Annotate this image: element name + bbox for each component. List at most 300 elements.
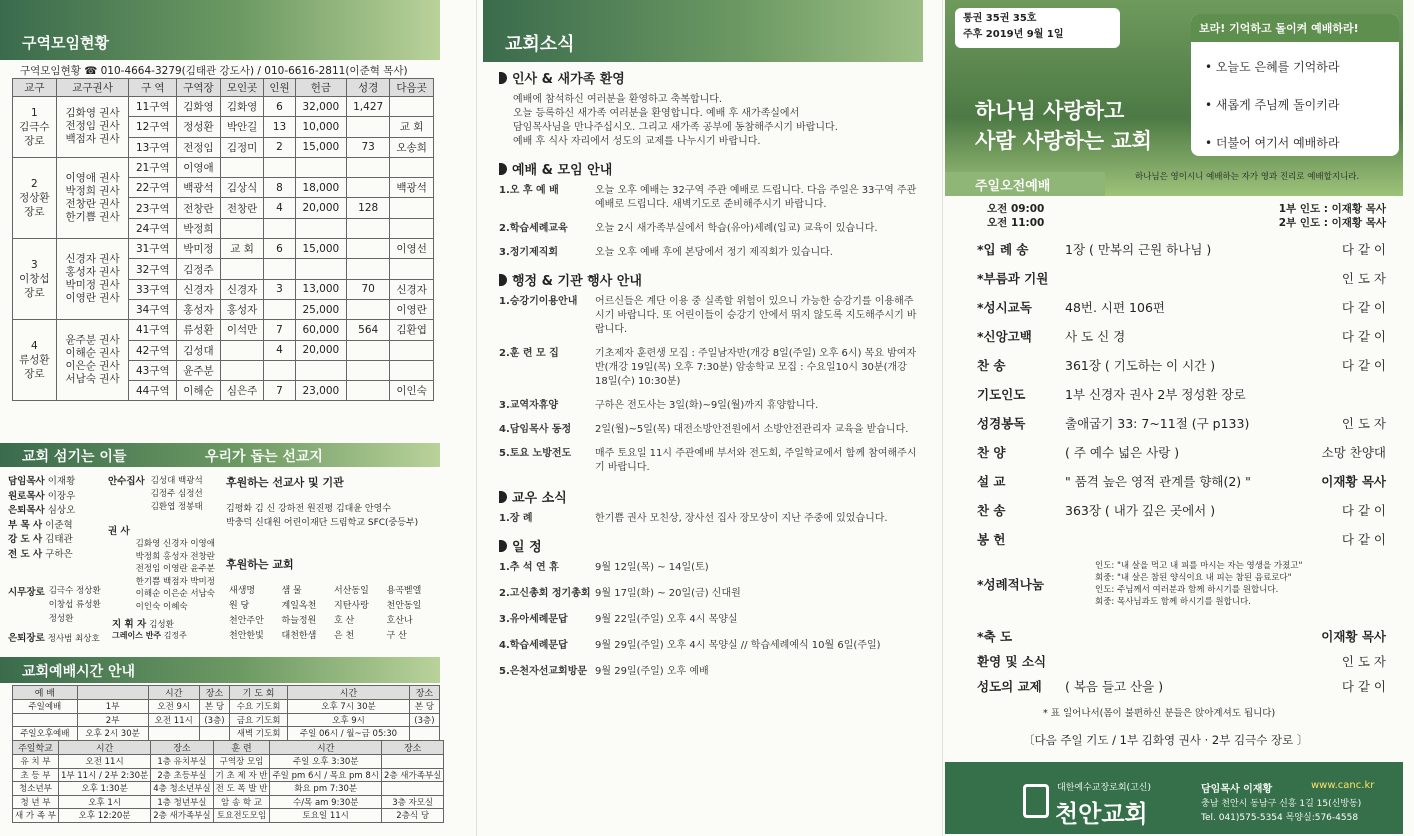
order-leader: 다 같 이 (1341, 242, 1386, 257)
table-cell (264, 218, 295, 238)
slogan: 하나님 사랑하고 사람 사랑하는 교회 (975, 99, 1152, 153)
order-content: 363장 ( 내가 깊은 곳에서 ) (1065, 503, 1216, 518)
table-cell (13, 713, 78, 727)
order-row (977, 356, 1386, 374)
table-cell (347, 239, 390, 259)
church-name: 계일옥천 (281, 601, 317, 611)
church-name: 구 산 (386, 631, 407, 641)
table-cell (148, 727, 199, 741)
news-item-key: 3.유아세례문답 (499, 614, 568, 625)
table-cell (220, 157, 264, 177)
service-leaders: 1부 인도 : 이재황 목사 2부 인도 : 이재황 목사 (1278, 203, 1386, 229)
table-cell: 13구역 (129, 137, 177, 157)
worship-table (12, 685, 440, 741)
table-cell: 20,000 (295, 198, 346, 218)
order-row (977, 385, 1386, 403)
table-header-cell: 시간 (270, 741, 382, 755)
table-header-cell: 시간 (58, 741, 150, 755)
news-item-value: 구하은 전도사는 3일(화)~9일(월)까지 휴양합니다. (595, 400, 819, 411)
table-cell: 20,000 (295, 340, 346, 360)
welcome-line: 예배에 참석하신 여러분을 환영하고 축복합니다. (513, 94, 723, 105)
table-header-cell: 장소 (409, 686, 439, 700)
gwonsa-names: 한기쁨 백점자 박미정 (135, 576, 215, 587)
district-line: 4 (30, 340, 38, 353)
news-item (499, 184, 919, 212)
order-row (977, 627, 1386, 645)
retired-elders: 은퇴장로 정사범 최상호 (8, 633, 100, 644)
gwonsa-cell (56, 239, 129, 320)
table-cell: 2층식 당 (381, 809, 443, 823)
news-item-value: 2일(월)~5일(목) 대전소방안전원에서 소방안전관리자 교육을 받습니다. (595, 424, 909, 435)
news-item-key: 3.정기제직회 (499, 247, 559, 258)
table-header-cell: 헌금 (295, 79, 346, 97)
table-row (13, 782, 444, 796)
table-row (13, 795, 444, 809)
table-cell: 오후 12:20분 (58, 809, 150, 823)
news-body (499, 68, 919, 691)
table-row (13, 809, 444, 823)
order-name: 기도인도 (977, 387, 1026, 402)
order-row (977, 652, 1386, 670)
news-item-value: 매주 토요일 11시 주관예배 부서와 전도회, 주일학교에서 함께 참여해주시기 바랍니다. (595, 448, 917, 473)
news-item (499, 613, 919, 627)
news-item (499, 423, 919, 437)
elder-names: 정성환 (48, 614, 74, 624)
table-header-cell: 성경 (347, 79, 390, 97)
section-worship: 예배 & 모임 안내 1.오 후 예 배 오늘 오후 예배는 32구역 주관 예배로 드립니다. 다음 주일은 33구역 주관 예배로 드립니다. 새벽기도로 준비해주시기 바랍니다. 2.학습세례교육 오늘 2시 새가족부실에서 학습(유아)세례(입교) 교육이 있습니다. 3.정기제직회 오늘 오후 예배 후에 본당에서 정기 제직회가 있습니다. (499, 159, 919, 260)
table-cell: 44구역 (129, 381, 177, 401)
sacrament-line: 인도: 주님께서 여러분과 함께 하시기를 원합니다. (1095, 585, 1279, 595)
table-cell: 1층 청년부실 (151, 795, 213, 809)
table-cell (220, 218, 264, 238)
staff-role: 원로목사 (8, 490, 45, 502)
table-cell: 유 치 부 (13, 755, 59, 769)
table-cell: 김화영 (177, 97, 221, 117)
gwonsa-name: 전창란 권사 (65, 197, 120, 210)
table-row (13, 727, 440, 741)
table-cell: 초 등 부 (13, 768, 59, 782)
table-cell: 이해순 (177, 381, 221, 401)
table-cell: 김환엽 (390, 320, 434, 340)
church-name: 천안동일 (386, 601, 422, 611)
staff-name: 이장우 (44, 490, 76, 502)
table-cell: 1부 (77, 700, 148, 714)
order-leader: 인 도 자 (1341, 416, 1386, 431)
table-cell: 윤주분 (177, 360, 221, 380)
order-leader: 다 같 이 (1341, 532, 1386, 547)
staff-name: 이준혁 (42, 519, 73, 531)
table-cell: 오후 2시 30분 (77, 727, 148, 741)
district-line: 장로 (24, 205, 45, 218)
table-cell: 13 (264, 117, 295, 137)
church-title: 후원하는 교회 (226, 558, 294, 571)
order-name: 환영 및 소식 (977, 654, 1047, 669)
order-row (977, 443, 1386, 461)
church-row (226, 612, 436, 627)
table-cell: 주일 06시 / 월~금 05:30 (288, 727, 410, 741)
table-cell: 오후 9시 (288, 713, 410, 727)
table-cell (347, 299, 390, 319)
table-cell: (3층) (409, 713, 439, 727)
order-row (977, 472, 1386, 490)
service-times: 오전 09:00 오전 11:00 (987, 203, 1045, 229)
table-header-cell: 다음곳 (390, 79, 434, 97)
motto-box: 보라! 기억하고 돌이켜 예배하라! • 오늘도 은혜를 기억하라 • 새롭게 주님께 돌이키라 • 더불어 여기서 예배하라 (1191, 14, 1399, 156)
table-cell: 수/목 am 9:30분 (270, 795, 382, 809)
church-name: 천안한빛 (229, 631, 264, 641)
gwonsa-name: 한기쁨 권사 (65, 210, 120, 223)
news-item-value: 오늘 오후 예배 후에 본당에서 정기 제직회가 있습니다. (595, 247, 833, 258)
order-row (977, 327, 1386, 345)
news-item (499, 665, 919, 679)
table-header-cell: 교구권사 (56, 79, 129, 97)
table-cell: 이영애 (177, 157, 221, 177)
staff-list (8, 475, 75, 562)
news-item (499, 399, 919, 413)
church-name: 호산나 (386, 616, 413, 626)
news-item-key: 4.학습세례문답 (499, 640, 568, 651)
news-item-value: 9월 17일(화) ~ 20일(금) 신대원 (595, 588, 741, 599)
table-row (13, 755, 444, 769)
gwonsa-names: 김화영 신경자 이영애 (135, 539, 215, 549)
footer: 대한예수교장로회(고신) 천안교회 담임목사 이재황 www.canc.kr 충남 천안시 동남구 신흥 1길 15(신방동) Tel. 041)575-5354 목양실:576-4558 (945, 762, 1403, 834)
school-table (12, 740, 444, 823)
church-name: 하늘정원 (281, 616, 317, 626)
table-row (13, 700, 440, 714)
table-row (13, 320, 434, 340)
news-item (499, 222, 919, 236)
table-cell: 24구역 (129, 218, 177, 238)
news-item-key: 1.추 석 연 휴 (499, 562, 559, 573)
mission-line: 박충덕 신대원 어린이재단 드림학교 SFC(중등부) (226, 518, 419, 528)
table-cell: 박미정 (177, 239, 221, 259)
table-header-cell: 훈 련 (213, 741, 270, 755)
district-line: 류성환 (19, 354, 50, 367)
table-cell: 32,000 (295, 97, 346, 117)
order-name: 성경봉독 (977, 416, 1026, 431)
order-leader: 이재황 목사 (1321, 629, 1386, 644)
table-header-cell: 구 역 (129, 79, 177, 97)
table-cell: 본 당 (409, 700, 439, 714)
table-cell (264, 299, 295, 319)
order-row (977, 530, 1386, 548)
gwonsa-name: 백점자 권사 (65, 133, 120, 146)
order-row (977, 501, 1386, 519)
gwonsa-cell (56, 320, 129, 401)
table-cell: 3 (264, 279, 295, 299)
table-cell: 김화영 (220, 97, 264, 117)
table-cell: 32구역 (129, 259, 177, 279)
news-item-key: 1.승강기이용안내 (499, 296, 578, 307)
table-cell: 73 (347, 137, 390, 157)
table-cell: 본 당 (199, 700, 229, 714)
table-header-cell: 예 배 (13, 686, 78, 700)
elder-names: 김극수 정상환 (48, 586, 101, 596)
sacrament-line: 인도: "내 살을 먹고 내 피를 마시는 자는 영생을 가졌고" (1095, 561, 1303, 571)
sacrament-line: 회중: "내 살은 참된 양식이요 내 피는 참된 음료로다" (1095, 573, 1292, 583)
table-cell: 2층 새가족부실 (381, 768, 443, 782)
table-cell: 전창란 (177, 198, 221, 218)
news-item-key: 4.담임목사 동정 (499, 424, 572, 435)
table-cell: 70 (347, 279, 390, 299)
news-item-key: 5.토요 노방전도 (499, 448, 572, 459)
table-cell: 백광석 (177, 178, 221, 198)
stand-note: * 표 일어나서(몸이 불편하신 분들은 앉아계셔도 됩니다) (1043, 708, 1276, 719)
district-cell (13, 157, 57, 238)
table-cell (390, 97, 434, 117)
news-item-value: 9월 29일(주일) 오후 예배 (595, 666, 709, 677)
church-name: 샘 물 (281, 586, 302, 596)
mission-line: 김평화 김 신 강하전 원진평 김대윤 안영수 (226, 504, 391, 514)
staff-item (8, 475, 75, 490)
table-cell: 4 (264, 340, 295, 360)
district-line: 1 (30, 106, 38, 119)
staff-role: 부 목 사 (8, 519, 43, 531)
gwonsa-names: 전정임 이영란 윤주분 (135, 564, 215, 574)
table-cell (295, 157, 346, 177)
table-cell: 토요전도모임 (213, 809, 270, 823)
gwonsa-name: 박정희 권사 (65, 184, 120, 197)
order-leader: 소망 찬양대 (1321, 445, 1386, 460)
table-cell: 청 년 부 (13, 795, 59, 809)
order-content: 사 도 신 경 (1065, 329, 1126, 344)
table-cell (409, 727, 439, 741)
issue-box: 통권 35권 35호 주후 2019년 9월 1일 (955, 8, 1120, 48)
next-week: 〔다음 주일 기도 / 1부 김화영 권사 · 2부 김극수 장로 〕 (1023, 733, 1309, 747)
church-list (226, 582, 436, 642)
district-cell (13, 239, 57, 320)
news-item (499, 447, 919, 475)
table-cell: 전창란 (220, 198, 264, 218)
order-name: 찬 양 (977, 445, 1006, 460)
mission-title: 후원하는 선교사 및 기관 (226, 476, 344, 489)
table-cell: 3층 자모실 (381, 795, 443, 809)
table-cell: 128 (347, 198, 390, 218)
church-name: 천안주안 (229, 616, 264, 626)
church-row (226, 582, 436, 597)
deacon-names: 김성대 백광석 (150, 476, 203, 486)
order-name: 찬 송 (977, 503, 1006, 518)
staff-role: 담임목사 (8, 476, 45, 487)
table-cell: 13,000 (295, 279, 346, 299)
header-servants: 교회 섬기는 이들 우리가 돕는 선교지 (0, 443, 440, 467)
table-row (13, 97, 434, 117)
staff-name: 심상오 (44, 505, 76, 516)
deacon-names: 김정주 심정선 (150, 489, 203, 499)
table-header-cell: 장소 (381, 741, 443, 755)
table-cell: 1부 11시 / 2부 2:30분 (58, 768, 150, 782)
table-cell: 오후 1:30분 (58, 782, 150, 796)
table-cell: 8 (264, 178, 295, 198)
gwonsa-name: 김화영 권사 (65, 107, 120, 120)
church-name: 서산동일 (334, 586, 369, 596)
motto-line: • 오늘도 은혜를 기억하라 (1205, 60, 1340, 74)
gwonsa-name: 이영란 권사 (65, 292, 120, 305)
table-header-cell: 시간 (288, 686, 410, 700)
table-cell: 2층 새가족부실 (151, 809, 213, 823)
table-cell: 주일 pm 6시 / 목요 pm 8시 (270, 768, 382, 782)
table-cell: 이석만 (220, 320, 264, 340)
table-cell: 4 (264, 198, 295, 218)
table-row (13, 157, 434, 177)
table-cell: 오후 1시 (58, 795, 150, 809)
table-cell (347, 178, 390, 198)
staff-role: 강 도 사 (8, 534, 43, 545)
news-item-key: 2.학습세례교육 (499, 223, 568, 234)
table-cell: 11구역 (129, 97, 177, 117)
district-line: 장로 (24, 134, 45, 147)
table-cell: 12구역 (129, 117, 177, 137)
news-item (499, 587, 919, 601)
welcome-line: 예배 후 식사 자리에서 성도의 교제를 나누시기 바랍니다. (513, 136, 761, 147)
gwonsa-cell (56, 97, 129, 158)
table-header-cell: 장소 (199, 686, 229, 700)
table-cell: 4층 청소년부실 (151, 782, 213, 796)
table-cell: 박정희 (177, 218, 221, 238)
table-cell: 홍성자 (177, 299, 221, 319)
table-cell: 23구역 (129, 198, 177, 218)
staff-role: 은퇴목사 (8, 505, 45, 516)
staff-name: 구하은 (42, 548, 73, 560)
table-cell: 41구역 (129, 320, 177, 340)
table-header-cell: 장소 (151, 741, 213, 755)
district-line: 이창섭 (19, 273, 50, 286)
order-content: 1장 ( 만복의 근원 하나님 ) (1065, 242, 1212, 257)
order-name: *입 례 송 (977, 242, 1029, 257)
table-cell: 7 (264, 381, 295, 401)
table-cell (381, 755, 443, 769)
news-item-value: 9월 29일(주일) 오후 4시 목양실 // 학습세례예식 10월 6일(주일) (595, 640, 881, 651)
table-cell: 60,000 (295, 320, 346, 340)
table-cell (220, 360, 264, 380)
table-header-cell: 구역장 (177, 79, 221, 97)
gwonsa-name: 신경자 권사 (65, 253, 120, 266)
news-item-value: 9월 12일(목) ~ 14일(토) (595, 562, 709, 573)
table-cell (199, 727, 229, 741)
order-leader: 다 같 이 (1341, 300, 1386, 315)
table-cell: 오후 7시 30분 (288, 700, 410, 714)
table-cell (220, 259, 264, 279)
table-cell: (3층) (199, 713, 229, 727)
news-item-key: 2.훈 련 모 집 (499, 348, 559, 359)
table-cell: 이영선 (390, 239, 434, 259)
news-item (499, 246, 919, 260)
table-cell: 43구역 (129, 360, 177, 380)
table-cell (347, 360, 390, 380)
mission-list (226, 502, 418, 530)
news-item (499, 512, 919, 526)
table-cell: 564 (347, 320, 390, 340)
gwonsa-names: 박정희 홍성자 전창란 (135, 551, 215, 562)
contact-line: 구역모임현황 ☎ 010-4664-3279(김태관 강도사) / 010-6616-2811(이준혁 목사) (20, 65, 408, 77)
table-cell (347, 218, 390, 238)
table-header-cell (77, 686, 148, 700)
order-name: *신앙고백 (977, 329, 1032, 344)
order-row (977, 240, 1386, 258)
table-cell (264, 360, 295, 380)
gwonsa-name: 홍성자 권사 (65, 266, 120, 279)
table-cell (381, 782, 443, 796)
gwonsa-name: 윤주분 권사 (65, 334, 120, 347)
table-cell: 21구역 (129, 157, 177, 177)
news-item-value: 오늘 오후 예배는 32구역 주관 예배로 드립니다. 다음 주일은 33구역 주관 예배로 드립니다. 새벽기도로 준비해주시기 바랍니다. (595, 185, 917, 210)
order-name: *축 도 (977, 629, 1013, 644)
staff-role: 전 도 사 (8, 548, 43, 560)
table-cell: 주일예배 (13, 700, 78, 714)
table-cell: 10,000 (295, 117, 346, 137)
news-item-value: 한기쁨 권사 모친상, 장사선 집사 장모상이 지난 주중에 있었습니다. (595, 513, 888, 524)
section-welcome: 인사 & 새가족 환영 예배에 참석하신 여러분을 환영하고 축복합니다. 오늘 등록하신 새가족 여러분을 환영합니다. 예배 후 새가족실에서 담임목사님을 만나주십시오. 그리고 새가족 공부에 동참해주시기 바랍니다. 예배 후 식사 자리에서 성도의 교제를 나누시기 바랍니다. (499, 68, 919, 149)
table-cell: 청소년부 (13, 782, 59, 796)
panel-middle (476, 0, 938, 836)
header-worship-times: 교회예배시간 안내 (0, 657, 440, 683)
order-leader: 다 같 이 (1341, 358, 1386, 373)
order-row (977, 414, 1386, 432)
table-header-cell: 모인곳 (220, 79, 264, 97)
table-cell: 금요 기도회 (230, 713, 288, 727)
staff-name: 이재황 (44, 476, 76, 487)
section-members: 교우 소식 1.장 례 한기쁨 권사 모친상, 장사선 집사 장모상이 지난 주중에 있었습니다. (499, 487, 919, 526)
order-content: " 품격 높은 영적 관계를 향해(2) " (1065, 474, 1251, 489)
table-cell (295, 360, 346, 380)
gwonsa-name: 이해순 권사 (65, 347, 120, 360)
table-cell: 신경자 (390, 279, 434, 299)
table-cell: 오송희 (390, 137, 434, 157)
church-logo-icon (1023, 784, 1049, 818)
church-row (226, 597, 436, 612)
header-news: 교회소식 (483, 0, 923, 62)
table-cell: 22구역 (129, 178, 177, 198)
table-cell: 15,000 (295, 137, 346, 157)
table-cell: 심은주 (220, 381, 264, 401)
table-cell: 2부 (77, 713, 148, 727)
news-item (499, 347, 919, 389)
news-item-key: 2.고신총회 정기총회 (499, 588, 591, 599)
table-cell (347, 381, 390, 401)
motto-line: • 더불어 여기서 예배하라 (1205, 136, 1340, 150)
church-name: 지탄사랑 (334, 601, 369, 611)
staff-name: 김태관 (42, 534, 73, 545)
table-cell (347, 259, 390, 279)
accompanist: 그레이스 반주 김정주 (112, 631, 187, 640)
welcome-line: 담임목사님을 만나주십시오. 그리고 새가족 공부에 동참해주시기 바랍니다. (513, 122, 838, 133)
church-name: 원 당 (229, 601, 250, 611)
order-name: 성도의 교제 (977, 679, 1042, 694)
table-cell: 전정임 (177, 137, 221, 157)
section-schedule: 일 정 1.추 석 연 휴 9월 12일(목) ~ 14일(토) 2.고신총회 정기총회 9월 17일(화) ~ 20일(금) 신대원 3.유아세례문답 9월 22일(주일) 오후 4시 목양실 4.학습세례문답 9월 29일(주일) 오후 4시 목양실 // 학습세례예식 10월 6일(주일) 5.은천자선교회방문 9월 29일(주일) 오후 예배 (499, 536, 919, 679)
table-cell (390, 157, 434, 177)
order-content: ( 복음 들고 산을 ) (1065, 679, 1164, 694)
order-name: *부름과 기원 (977, 271, 1049, 286)
deacon-names: 김환엽 정봉태 (150, 502, 203, 512)
table-cell (220, 340, 264, 360)
table-cell: 이인숙 (390, 381, 434, 401)
table-cell: 김상식 (220, 178, 264, 198)
table-cell: 주일 오후 3:30분 (270, 755, 382, 769)
table-cell (295, 259, 346, 279)
table-cell: 주일오후예배 (13, 727, 78, 741)
order-content: 48번. 시편 106편 (1065, 300, 1165, 315)
staff-item (8, 504, 75, 519)
table-cell: 새 가 족 부 (13, 809, 59, 823)
gwonsa-cell (56, 157, 129, 238)
table-cell (264, 259, 295, 279)
table-header-cell: 인원 (264, 79, 295, 97)
order-name: 찬 송 (977, 358, 1006, 373)
order-content: 출애굽기 33: 7~11절 (구 p133) (1065, 416, 1250, 431)
news-item-value: 기초제자 훈련생 모집 : 주일남자반(개강 8일(주일) 오후 6시) 목요 밤여자반(개강 19일(목) 오후 7:30분) 암송학교 모집 : 수요일10시 30분(개강 18일(수) 10:30분) (595, 348, 917, 387)
table-cell (295, 218, 346, 238)
